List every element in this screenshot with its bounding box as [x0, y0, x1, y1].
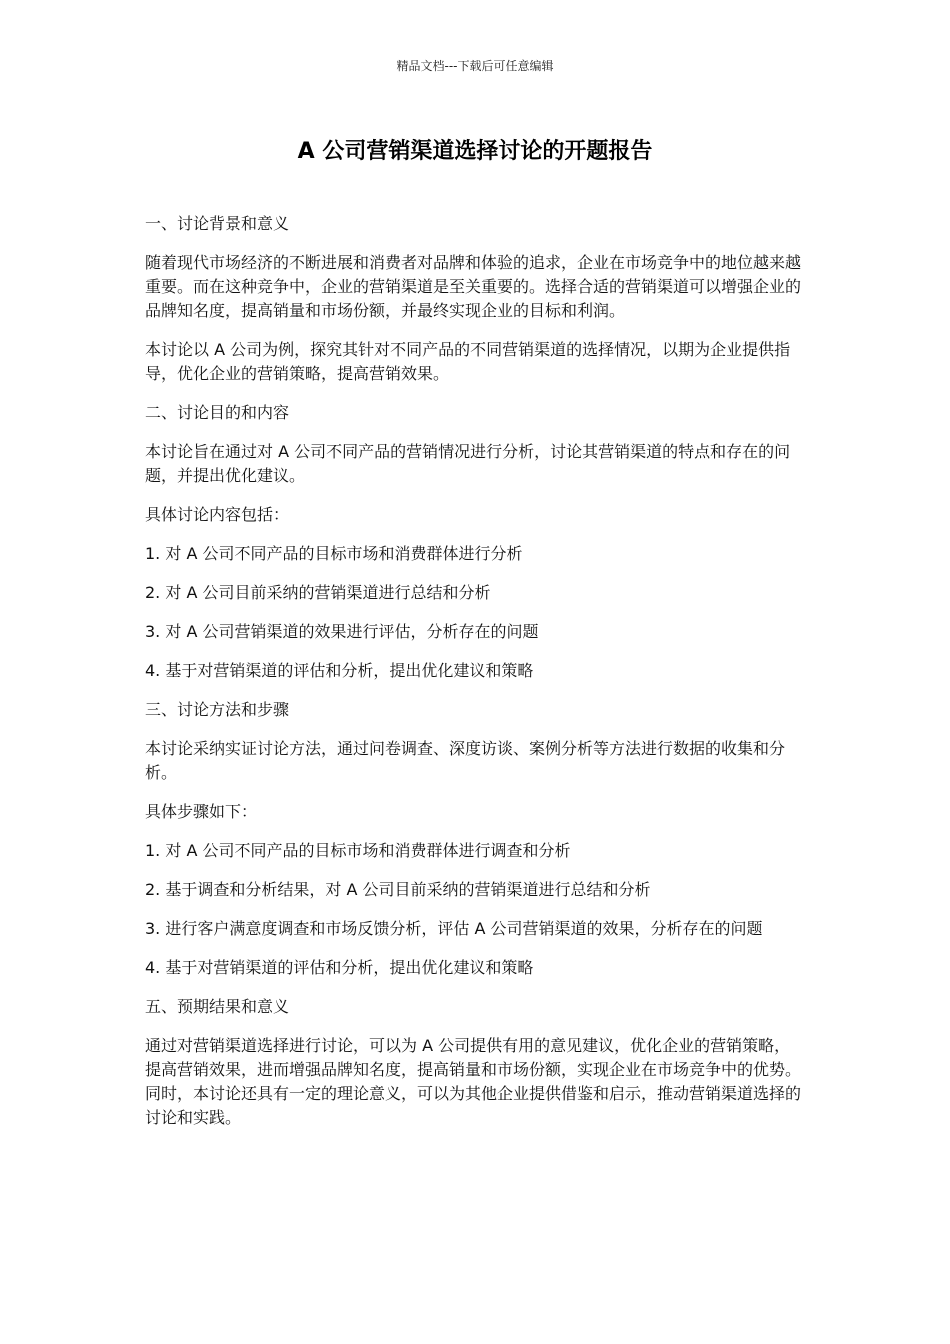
section-heading-background: 一、讨论背景和意义 — [145, 214, 290, 233]
section-heading-expected-results: 五、预期结果和意义 — [145, 997, 290, 1016]
paragraph-methods: 本讨论采纳实证讨论方法，通过问卷调查、深度访谈、案例分析等方法进行数据的收集和分析。 — [145, 739, 786, 782]
document-body — [145, 212, 805, 1145]
paragraph-background: 随着现代市场经济的不断进展和消费者对品牌和体验的追求，企业在市场竞争中的地位越来越重要。而在这种竞争中，企业的营销渠道是至关重要的。选择合适的营销渠道可以增强企业的品牌知名度，提高销量和市场份额，并最终实现企业的目标和利润。 — [145, 253, 802, 320]
paragraph-steps-intro: 具体步骤如下： — [145, 802, 258, 821]
paragraph-content-intro: 具体讨论内容包括： — [145, 505, 290, 524]
list-item-content-1: 1. 对 A 公司不同产品的目标市场和消费群体进行分析 — [145, 544, 523, 563]
section-heading-methods: 三、讨论方法和步骤 — [145, 700, 290, 719]
header-note: 精品文档---下载后可任意编辑 — [396, 59, 554, 73]
list-item-step-3: 3. 进行客户满意度调查和市场反馈分析，评估 A 公司营销渠道的效果，分析存在的问题 — [145, 919, 763, 938]
paragraph-objectives: 本讨论旨在通过对 A 公司不同产品的营销情况进行分析，讨论其营销渠道的特点和存在的问题，并提出优化建议。 — [145, 442, 791, 485]
list-item-content-2: 2. 对 A 公司目前采纳的营销渠道进行总结和分析 — [145, 583, 491, 602]
list-item-step-1: 1. 对 A 公司不同产品的目标市场和消费群体进行调查和分析 — [145, 841, 571, 860]
paragraph-expected-results: 通过对营销渠道选择进行讨论，可以为 A 公司提供有用的意见建议，优化企业的营销策略，提高营销效果，进而增强品牌知名度，提高销量和市场份额，实现企业在市场竞争中的优势。同时，本讨论还具有一定的理论意义，可以为其他企业提供借鉴和启示，推动营销渠道选择的讨论和实践。 — [145, 1036, 802, 1127]
list-item-step-4: 4. 基于对营销渠道的评估和分析，提出优化建议和策略 — [145, 958, 534, 977]
paragraph-purpose-summary: 本讨论以 A 公司为例，探究其针对不同产品的不同营销渠道的选择情况，以期为企业提供指导，优化企业的营销策略，提高营销效果。 — [145, 340, 791, 383]
list-item-content-4: 4. 基于对营销渠道的评估和分析，提出优化建议和策略 — [145, 661, 534, 680]
section-heading-objectives: 二、讨论目的和内容 — [145, 403, 290, 422]
list-item-step-2: 2. 基于调查和分析结果，对 A 公司目前采纳的营销渠道进行总结和分析 — [145, 880, 651, 899]
document-title: A 公司营销渠道选择讨论的开题报告 — [297, 139, 653, 164]
list-item-content-3: 3. 对 A 公司营销渠道的效果进行评估，分析存在的问题 — [145, 622, 539, 641]
